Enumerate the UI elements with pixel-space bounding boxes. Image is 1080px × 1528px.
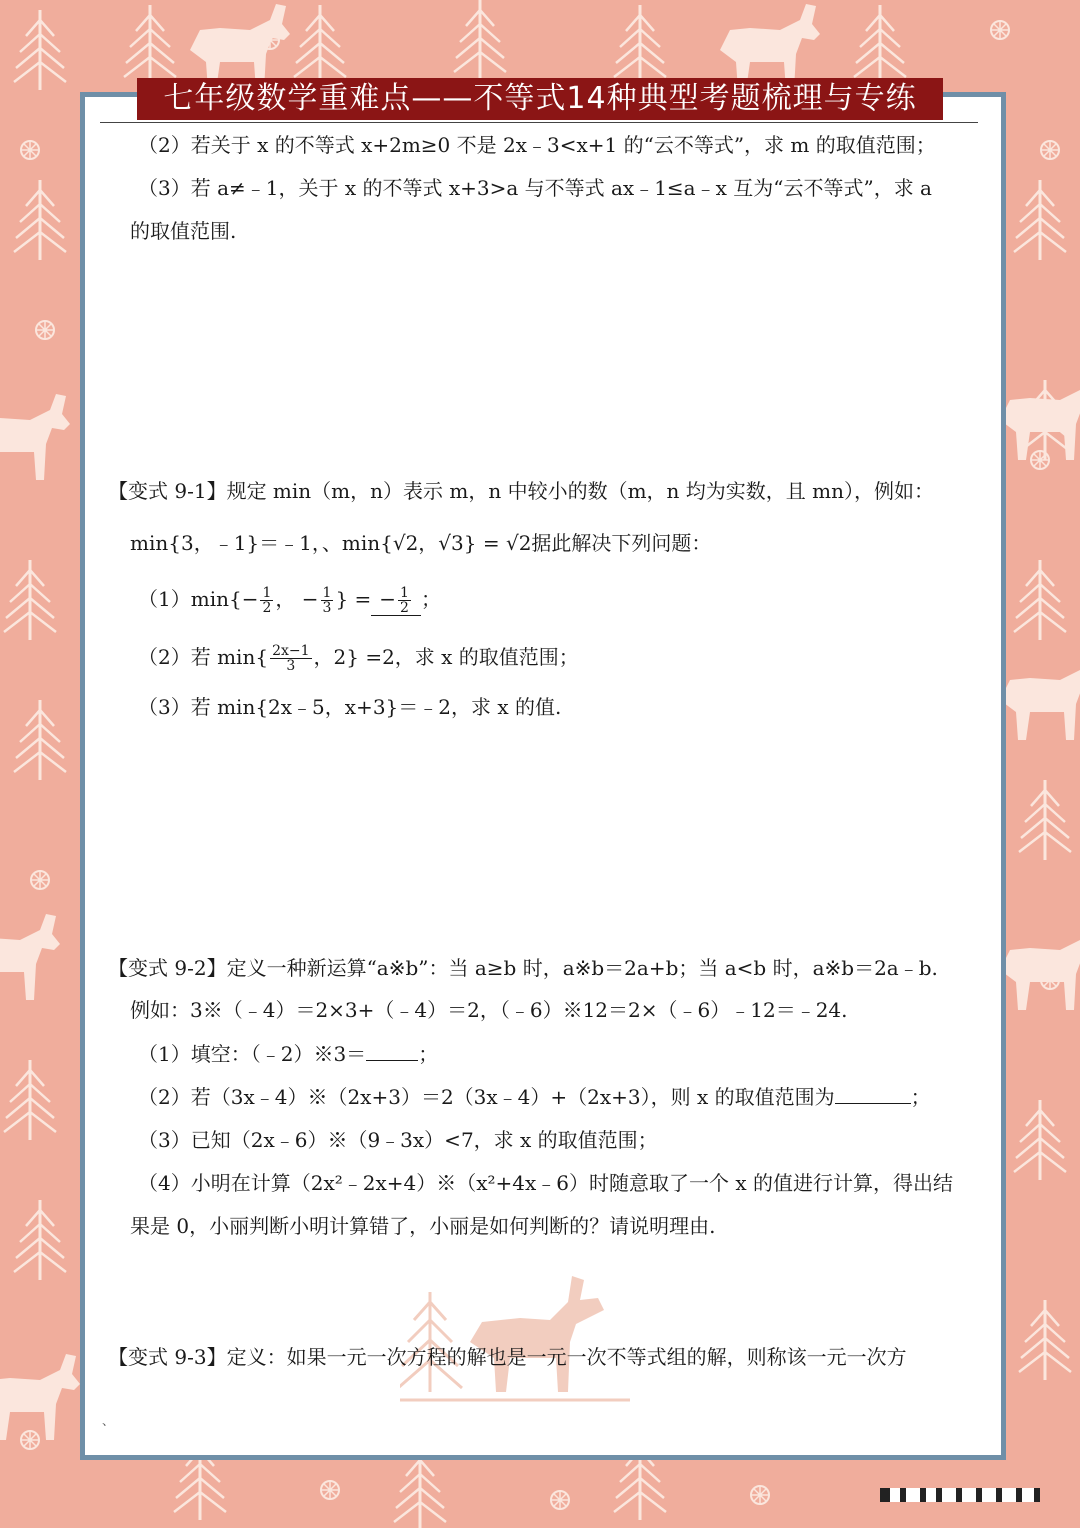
q9-part2: （2）若关于 x 的不等式 x+2m≥0 不是 2x﹣3<x+1 的“云不等式”，求 m 的取值范围； [138,133,936,157]
fraction-answer: $\frac{1}{2}$ [400,585,409,616]
answer-blank[interactable] [366,1042,418,1061]
title-divider [100,122,978,123]
variant-9-3-heading: 【变式 9-3】定义：如果一元一次方程的解也是一元一次不等式组的解，则称该一元一次方 [108,1345,907,1369]
answer-blank[interactable] [835,1085,911,1104]
variant-9-2-example: 例如：3※（﹣4）＝2×3+（﹣4）＝2，（﹣6）※12＝2×（﹣6）﹣12＝﹣24. [130,998,848,1022]
worksheet-paper [80,92,1006,1460]
part1-a-sign: − [241,587,259,611]
variant-9-2-part3: （3）已知（2x﹣6）※（9﹣3x）<7，求 x 的取值范围； [138,1128,658,1152]
variant-9-2-part4-line2: 果是 0，小丽判断小明计算错了，小丽是如何判断的？请说明理由. [130,1214,716,1238]
variant-9-1-part3: （3）若 min{2x﹣5，x+3}＝﹣2，求 x 的值. [138,695,562,719]
stray-mark: 、 [102,1414,115,1428]
top-border-decoration [124,0,1009,90]
variant-9-1-part2: （2）若 min{ $\frac{2x-1}{3}$ ，2} =2，求 x 的取值范围； [138,643,579,674]
fraction-one-third: $\frac{1}{3}$ [322,585,332,616]
variant-9-2-heading: 【变式 9-2】定义一种新运算“a※b”：当 a≥b 时，a※b＝2a+b；当 a<b 时，a※b＝2a﹣b. [108,956,938,980]
right-border-decoration [1000,141,1080,1380]
variant-9-2-part4-line1: （4）小明在计算（2x²﹣2x+4）※（x²+4x﹣6）时随意取了一个 x 的值进行计算，得出结 [138,1171,954,1195]
variant-9-2-part1: （1）填空：（﹣2）※3＝ ； [138,1042,439,1066]
part1-b-sign: − [301,587,319,611]
variant-9-1-part1: （1）min{− $\frac{1}{2}$ ， − $\frac{1}{3}$ } = − $\frac{1}{2}$ ； [138,585,441,616]
variant-9-1-example: min{3，﹣1}＝﹣1，、min{√2，√3} = √2据此解决下列问题： [130,531,712,555]
q9-part3-line2: 的取值范围. [130,219,237,243]
part1-prefix: （1）min{ [138,587,242,611]
bottom-toolbar-decoration [880,1484,1050,1506]
left-border-decoration [0,10,80,1449]
variant-9-1-heading: 【变式 9-1】规定 min（m，n）表示 m，n 中较小的数（m，n 均为实数，且 mn），例如： [108,479,934,503]
variant-9-2-part2: （2）若（3x﹣4）※（2x+3）＝2（3x﹣4）+（2x+3），则 x 的取值范围为 ； [138,1085,931,1109]
q9-part3-line1: （3）若 a≠﹣1，关于 x 的不等式 x+3>a 与不等式 ax﹣1≤a﹣x 互为“云不等式”，求 a [138,176,932,200]
fraction-one-half: $\frac{1}{2}$ [262,585,272,616]
moose-watermark [400,1262,630,1412]
answer-blank-filled: − $\frac{1}{2}$ [371,586,421,616]
fraction-2x-minus-1-over-3: $\frac{2x-1}{3}$ [272,643,310,674]
page-title: 七年级数学重难点——不等式14种典型考题梳理与专练 [137,78,943,120]
